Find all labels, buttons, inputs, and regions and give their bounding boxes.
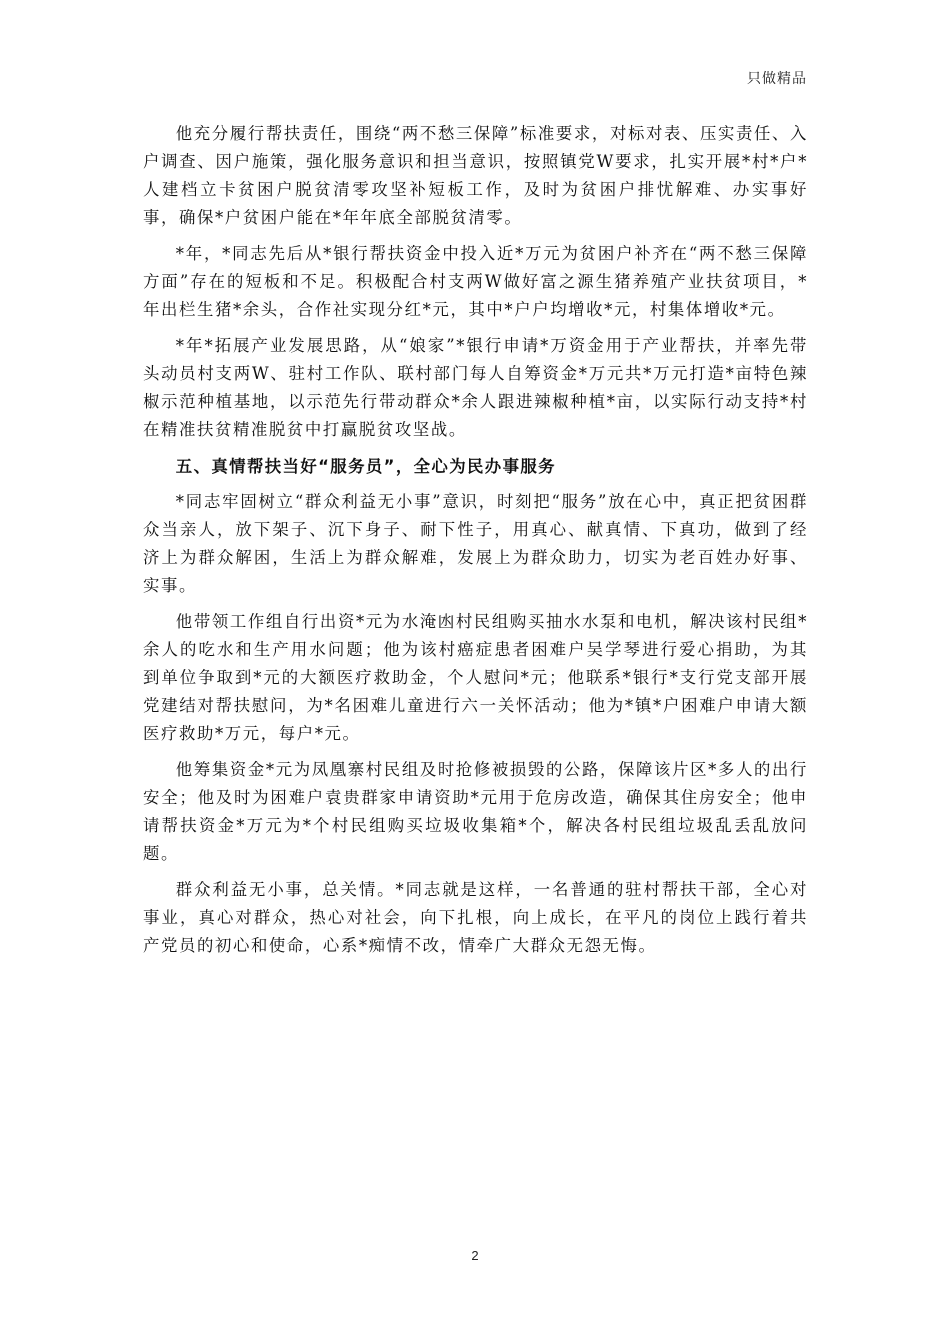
header-note: 只做精品 (747, 71, 807, 87)
document-body (143, 120, 808, 968)
paragraph: *同志牢固树立“群众利益无小事”意识，时刻把“服务”放在心中，真正把贫困群众当亲人，放下架子、沉下身子、耐下性子，用真心、献真情、下真功，做到了经济上为群众解困，生活上为群众解难，发展上为群众助力，切实为老百姓办好事、实事。 (143, 492, 808, 595)
paragraph: 他充分履行帮扶责任，围绕“两不愁三保障”标准要求，对标对表、压实责任、入户调查、因户施策，强化服务意识和担当意识，按照镇党W要求，扎实开展*村*户*人建档立卡贫困户脱贫清零攻坚补短板工作，及时为贫困户排忧解难、办实事好事，确保*户贫困户能在*年年底全部脱贫清零。 (143, 124, 808, 227)
section-heading: 五、真情帮扶当好“服务员”，全心为民办事服务 (175, 457, 556, 476)
paragraph: 他带领工作组自行出资*元为水淹凼村民组购买抽水水泵和电机，解决该村民组*余人的吃水和生产用水问题；他为该村癌症患者困难户吴学琴进行爱心捐助，为其到单位争取到*元的大额医疗救助金，个人慰问*元；他联系*银行*支行党支部开展党建结对帮扶慰问，为*名困难儿童进行六一关怀活动；他为*镇*户困难户申请大额医疗救助*万元，每户*元。 (143, 612, 808, 743)
paragraph: *年*拓展产业发展思路，从“娘家”*银行申请*万资金用于产业帮扶，并率先带头动员村支两W、驻村工作队、联村部门每人自筹资金*万元共*万元打造*亩特色辣椒示范种植基地，以示范先行带动群众*余人跟进辣椒种植*亩，以实际行动支持*村在精准扶贫精准脱贫中打赢脱贫攻坚战。 (143, 336, 808, 439)
page-number: 2 (471, 1248, 479, 1263)
paragraph: 群众利益无小事，总关情。*同志就是这样，一名普通的驻村帮扶干部，全心对事业，真心对群众，热心对社会，向下扎根，向上成长，在平凡的岗位上践行着共产党员的初心和使命，心系*痴情不改，情牵广大群众无怨无悔。 (143, 880, 808, 955)
paragraph: *年，*同志先后从*银行帮扶资金中投入近*万元为贫困户补齐在“两不愁三保障方面”存在的短板和不足。积极配合村支两W做好富之源生猪养殖产业扶贫项目，*年出栏生猪*余头，合作社实现分红*元，其中*户户均增收*元，村集体增收*元。 (143, 244, 808, 319)
paragraph: 他筹集资金*元为凤凰寨村民组及时抢修被损毁的公路，保障该片区*多人的出行安全；他及时为困难户袁贵群家申请资助*元用于危房改造，确保其住房安全；他申请帮扶资金*万元为*个村民组购买垃圾收集箱*个，解决各村民组垃圾乱丢乱放问题。 (143, 760, 808, 863)
